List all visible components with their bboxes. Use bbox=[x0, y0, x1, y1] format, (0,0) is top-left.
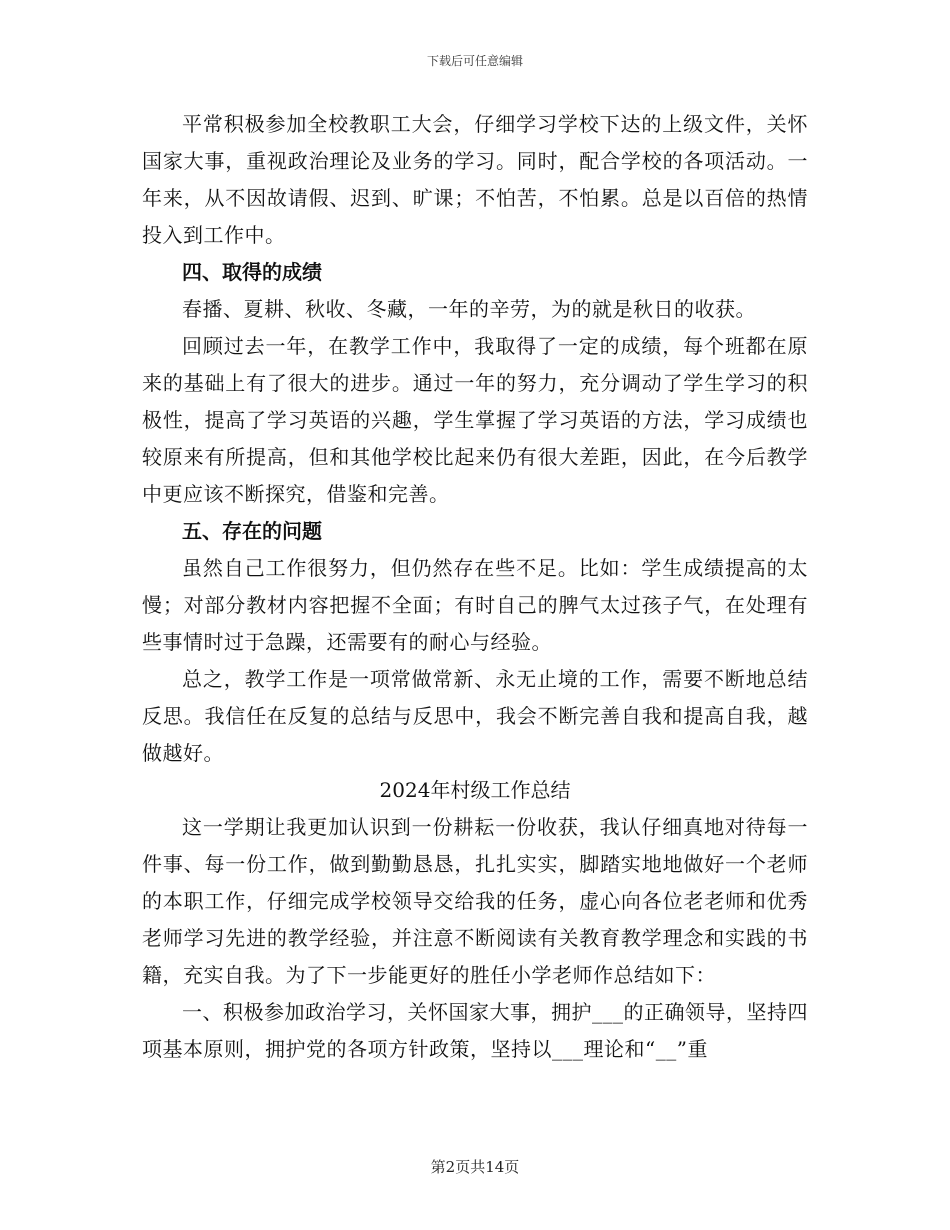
section-heading: 五、存在的问题 bbox=[182, 519, 322, 543]
paragraph: 一、积极参加政治学习，关怀国家大事，拥护___的正确领导，坚持四项基本原则，拥护党的各项方针政策，坚持以___理论和“__”重 bbox=[142, 1000, 808, 1061]
section-heading: 四、取得的成绩 bbox=[182, 260, 322, 284]
paragraph: 平常积极参加全校教职工大会，仔细学习学校下达的上级文件，关怀国家大事，重视政治理论及业务的学习。同时，配合学校的各项活动。一年来，从不因故请假、迟到、旷课；不怕苦，不怕累。总是以百倍的热情投入到工作中。 bbox=[142, 112, 808, 247]
paragraph: 虽然自己工作很努力，但仍然存在些不足。比如：学生成绩提高的太慢；对部分教材内容把握不全面；有时自己的脾气太过孩子气，在处理有些事情时过于急躁，还需要有的耐心与经验。 bbox=[142, 556, 808, 654]
document-body bbox=[142, 106, 808, 1068]
page-number: 第2页共14页 bbox=[430, 1158, 520, 1176]
document-title: 2024年村级工作总结 bbox=[379, 778, 571, 802]
paragraph: 总之，教学工作是一项常做常新、永无止境的工作，需要不断地总结反思。我信任在反复的总结与反思中，我会不断完善自我和提高自我，越做越好。 bbox=[142, 667, 808, 765]
paragraph: 春播、夏耕、秋收、冬藏，一年的辛劳，为的就是秋日的收获。 bbox=[182, 297, 756, 321]
paragraph: 回顾过去一年，在教学工作中，我取得了一定的成绩，每个班都在原来的基础上有了很大的进步。通过一年的努力，充分调动了学生学习的积极性，提高了学习英语的兴趣，学生掌握了学习英语的方法，学习成绩也较原来有所提高，但和其他学校比起来仍有很大差距，因此，在今后教学中更应该不断探究，借鉴和完善。 bbox=[142, 334, 808, 506]
page-header: 下载后可任意编辑 bbox=[426, 54, 523, 68]
paragraph: 这一学期让我更加认识到一份耕耘一份收获，我认仔细真地对待每一件事、每一份工作，做到勤勤恳恳，扎扎实实，脚踏实地地做好一个老师的本职工作，仔细完成学校领导交给我的任务，虚心向各位老老师和优秀老师学习先进的教学经验，并注意不断阅读有关教育教学理念和实践的书籍，充实自我。为了下一步能更好的胜任小学老师作总结如下： bbox=[142, 815, 808, 987]
